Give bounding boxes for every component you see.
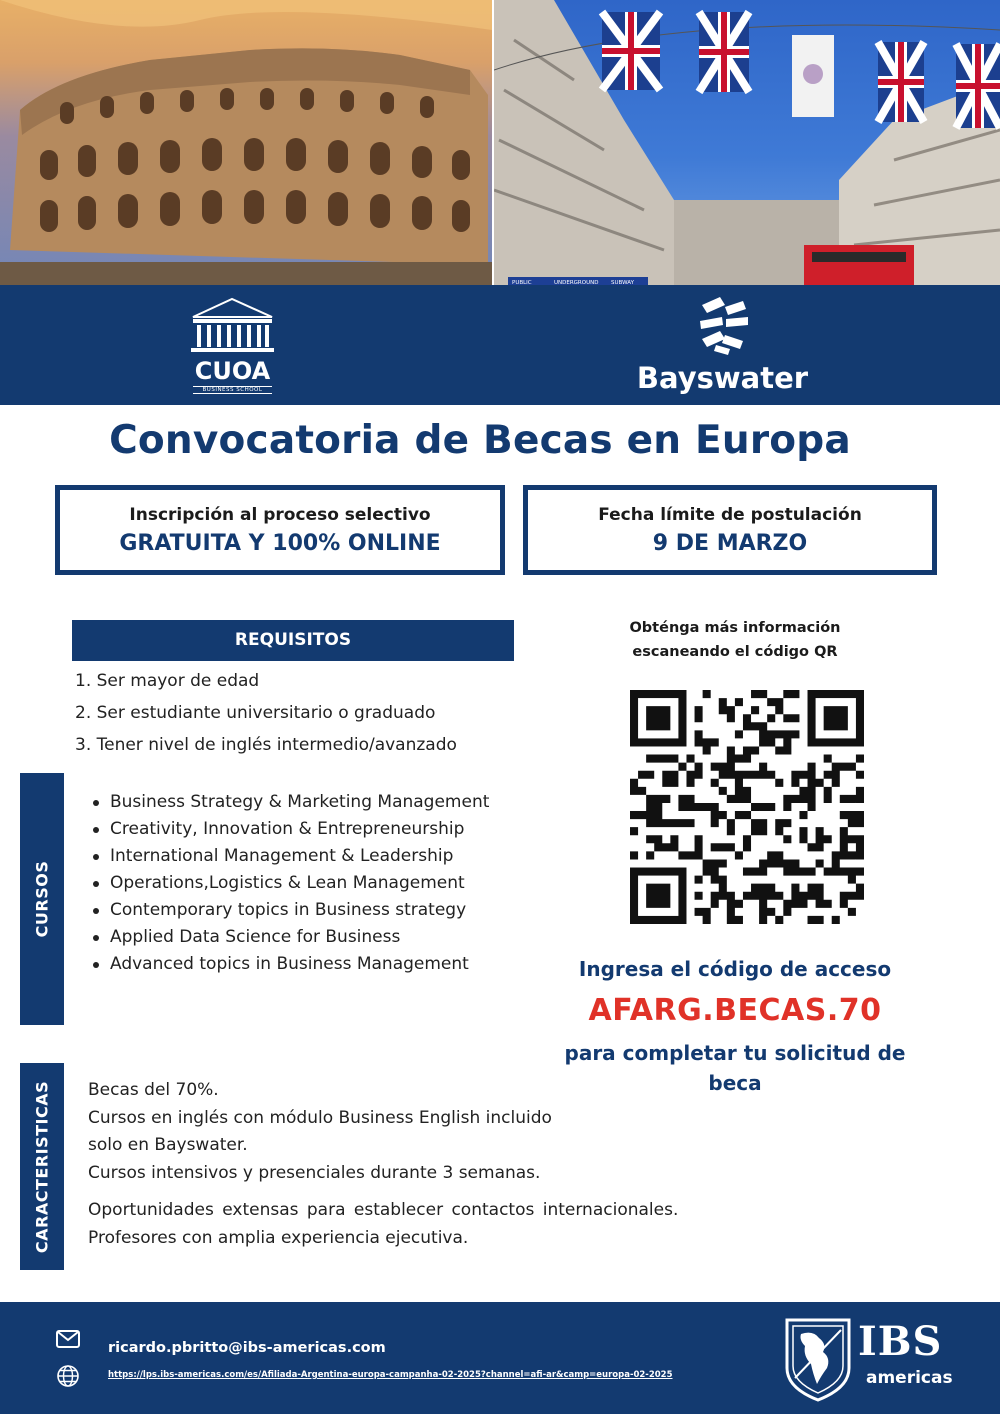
qr-code[interactable]: [630, 690, 864, 924]
bayswater-wordmark: Bayswater: [636, 361, 809, 395]
feature-line: solo en Bayswater.: [88, 1135, 248, 1155]
registration-box: [55, 485, 505, 575]
feature-line: Profesores con amplia experiencia ejecutiva.: [88, 1227, 469, 1248]
colosseum-photo: [0, 0, 492, 285]
qr-finder-pattern: [824, 706, 848, 730]
requirements-heading: REQUISITOS: [72, 620, 514, 661]
cuoa-wordmark: CUOA: [194, 357, 271, 385]
london-street-illustration: [494, 0, 1000, 285]
course-item: Applied Data Science for Business: [90, 924, 570, 951]
underground-sign-text: UNDERGROUND: [554, 280, 599, 285]
features-tab-label: CARACTERISTICAS: [32, 1080, 52, 1253]
qr-caption-line2: escaneando el código QR: [632, 644, 838, 660]
requirement-item: 3. Tener nivel de inglés intermedio/avanzado: [75, 735, 457, 755]
deadline-value: 9 DE MARZO: [652, 531, 808, 556]
colosseum-illustration: [0, 0, 492, 285]
course-item: Advanced topics in Business Management: [90, 951, 570, 978]
cuoa-logo: [185, 295, 280, 400]
courses-list: [90, 789, 570, 978]
registration-value: GRATUITA Y 100% ONLINE: [119, 531, 441, 556]
course-item: Business Strategy & Marketing Management: [90, 789, 570, 816]
page-title: Convocatoria de Becas en Europa: [109, 418, 851, 463]
requirements-list: [75, 668, 595, 764]
globe-icon: [56, 1364, 80, 1388]
features-text: [88, 1077, 768, 1252]
feature-line: Oportunidades extensas para establecer contactos internacionales.: [88, 1200, 679, 1220]
cuoa-building-icon: [185, 295, 280, 353]
footer: [0, 1302, 1000, 1414]
deadline-box: [523, 485, 937, 575]
course-item: Creativity, Innovation & Entrepreneurship: [90, 816, 570, 843]
requirement-item: 1. Ser mayor de edad: [75, 671, 260, 691]
ibs-shield-logo: [783, 1316, 853, 1402]
qr-finder-pattern: [646, 706, 670, 730]
mail-icon: [56, 1330, 80, 1348]
campaign-url-link[interactable]: https://lps.ibs-americas.com/es/Afiliada-Argentina-europa-campanha-02-2025?channel=afi-ar&camp=europa-02-2025: [108, 1370, 673, 1380]
london-street-photo: [494, 0, 1000, 285]
course-item: Operations,Logistics & Lean Management: [90, 870, 570, 897]
ibs-shield-icon: [783, 1316, 853, 1402]
subway-sign-text: SUBWAY: [611, 280, 634, 285]
access-code-purpose-line2: beca: [708, 1071, 762, 1095]
qr-caption: [595, 616, 875, 664]
access-code-instruction: Ingresa el código de acceso: [578, 957, 892, 981]
requirement-item: 2. Ser estudiante universitario o graduado: [75, 703, 436, 723]
bayswater-emblem-icon: [630, 295, 815, 357]
deadline-label: Fecha límite de postulación: [598, 505, 862, 525]
ibs-subtitle: americas: [866, 1368, 953, 1388]
qr-caption-line1: Obténga más información: [629, 620, 841, 636]
public-sign-text: PUBLIC: [512, 280, 532, 285]
course-item: International Management & Leadership: [90, 843, 570, 870]
bayswater-logo: [630, 295, 815, 400]
qr-code-graphic: [630, 690, 864, 924]
access-code: AFARG.BECAS.70: [588, 993, 882, 1028]
feature-line: Cursos en inglés con módulo Business English incluido: [88, 1107, 552, 1128]
course-item: Contemporary topics in Business strategy: [90, 897, 570, 924]
registration-label: Inscripción al proceso selectivo: [129, 505, 431, 525]
feature-line: Cursos intensivos y presenciales durante 3 semanas.: [88, 1162, 541, 1183]
courses-tab-label: CURSOS: [32, 860, 52, 938]
contact-email-link[interactable]: ricardo.pbritto@ibs-americas.com: [108, 1340, 386, 1356]
cuoa-subtitle: BUSINESS SCHOOL: [193, 386, 272, 394]
feature-line: Becas del 70%.: [88, 1080, 219, 1100]
courses-tab: [20, 773, 64, 1025]
ibs-wordmark: IBS: [858, 1318, 943, 1365]
logo-band: [0, 285, 1000, 405]
access-code-purpose-line1: para completar tu solicitud de: [564, 1041, 906, 1065]
qr-finder-pattern: [646, 884, 670, 908]
features-tab: [20, 1063, 64, 1270]
